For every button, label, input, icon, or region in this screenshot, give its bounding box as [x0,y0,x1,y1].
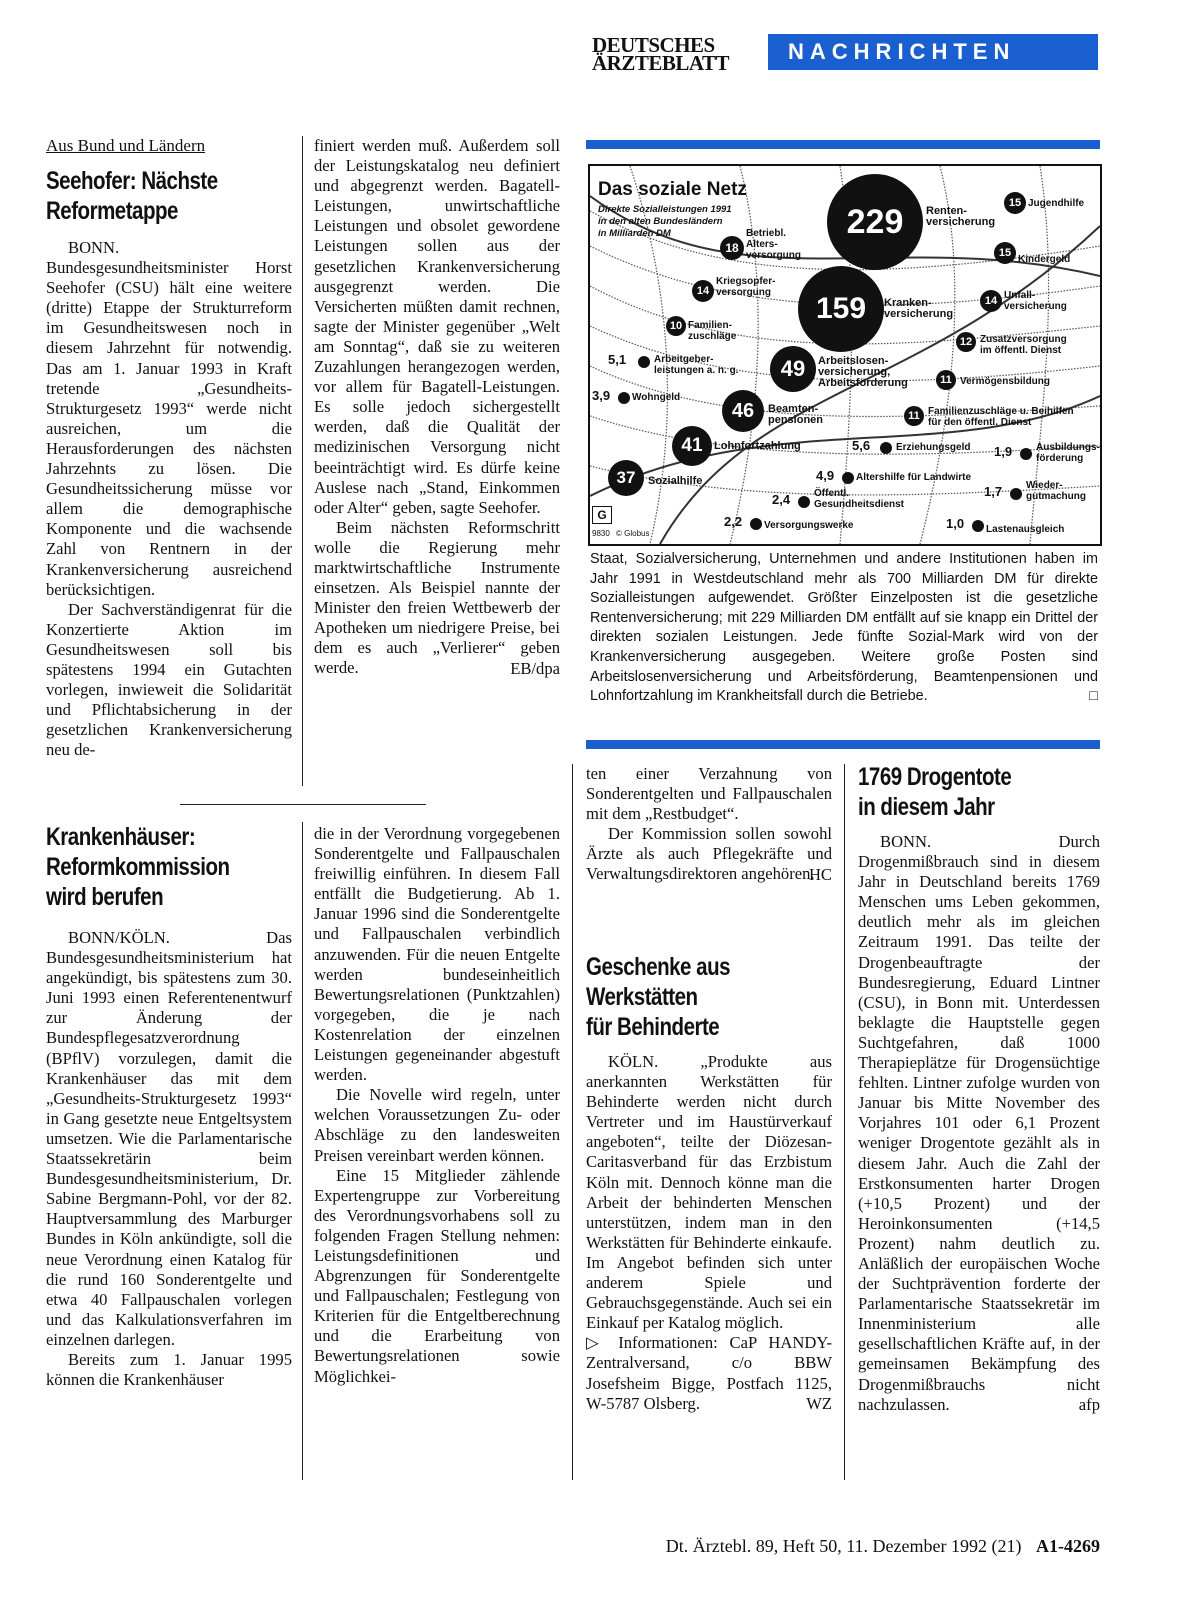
value: 18 [725,241,739,255]
info-line: ▷ Informationen: CaP HANDY-Zentralversand, c/o BBW Josefsheim Bigge, Postfach 1125, W-5787 Olsberg. [586,1333,832,1413]
logo-line-2: ÄRZTEBLATT [592,51,729,75]
graphic-title: Das soziale Netz [598,179,747,200]
article-body-continued [314,136,560,679]
label-zusatzversorgung: Zusatzversorgung im öffentl. Dienst [980,334,1067,356]
value: 46 [731,399,755,422]
rubric: Aus Bund und Ländern [46,136,206,155]
label-vermoegensbildung: Vermögensbildung [960,376,1051,387]
label-rentenversicherung: Renten- versicherung [926,205,996,228]
logo-line-1: DEUTSCHES [592,33,715,57]
headline-line: Reformetappe [46,197,178,225]
value-lastenausgleich: 1,0 [946,516,965,531]
label-arbeitslosenversicherung: Arbeitslosen- versicherung, Arbeitsförderung [818,355,908,389]
label-sozialhilfe: Sozialhilfe [648,475,703,487]
paragraph: KÖLN. „Produkte aus anerkannten Werkstätten für Behinderte werden nicht durch Vertreter und im Haustürverkauf angeboten“, teilte der Diözesan-Caritasverband für das Erzbistum Köln mit. Dennoch könne man die Arbeit der behinderten Menschen unterstützen, indem man in den Werkstätten für Behinderte einkaufe. Im Angebot befinden sich unter anderem Spiele und Gebrauchsgegenstände. Auch sei ein Einkauf per Katalog möglich. [586,1052,832,1333]
bubble-kriegsopferversorgung [692,280,714,302]
article-separator [180,804,426,805]
label-jugendhilfe: Jugendhilfe [1028,198,1085,209]
section-label: NACHRICHTEN [788,39,1016,64]
bubble-jugendhilfe [1004,192,1026,214]
paragraph: die in der Verordnung vorgegebenen Sonderentgelte und Fallpauschalen freiwillig einführen. In diesem Fall entfällt die Budgetierung. Ab 1. Januar 1996 sind die Sonderentgelte und Fallpauschalen verbindlich anzuwenden. Für die neuen Entgelte werden bundeseinheitlich Bewertungsrelationen (Punktzahlen) vorgegeben, die je nach Kostenrelation der einzelnen Leistungen gegeneinander abgestuft werden. [314,824,560,1085]
article-seehofer [46,136,292,760]
label-familienzuschlaege-oeffentl: Familienzuschläge u. Beihilfen für den öffentl. Dienst [928,406,1074,428]
graphic-subtitle-2: in den alten Bundesländern [598,216,723,227]
article-body-continued [314,824,560,1387]
headline [46,166,292,230]
article-drogentote [858,762,1100,1415]
bubble-beamtenpensionen [722,390,764,432]
headline [586,952,832,1046]
label-ausbildungsfoerderung: Ausbildungs- förderung [1036,442,1100,464]
graphic-subtitle-3: in Milliarden DM [598,228,671,239]
signature: HC [808,864,832,884]
bubble-arbeitslosenversicherung [770,346,816,392]
value-altershilfe: 4,9 [816,468,835,483]
paragraph: Der Sachverständigenrat für die Konzertierte Aktion im Gesundheitswesen soll bis spätestens 1994 ein Gutachten vorlegen, inwieweit die Solidarität und Pflichtabsicherung in der gesetzlichen Krankenversicherung neu de- [46,599,292,760]
label-wohngeld: Wohngeld [632,392,681,403]
bubble-betriebl-altersversorgung [720,236,744,260]
headline-line: Werkstätten [586,983,698,1011]
article-body-continued [586,764,832,885]
label-betriebl-altersversorgung: Betriebl. Alters- versorgung [746,228,802,261]
citation: Dt. Ärztebl. 89, Heft 50, 11. Dezember 1992 (21) [665,1536,1022,1556]
section-banner [768,34,1098,70]
dot-wohngeld [618,392,630,404]
article-krankenhaeuser [46,822,292,1390]
dot-lastenausgleich [972,520,984,532]
dot-gesundheitsdienst [798,496,810,508]
bubble-zusatzversorgung [956,332,976,352]
end-mark: □ [1089,688,1098,705]
label-altershilfe: Altershilfe für Landwirte [856,472,972,483]
signature: WZ [806,1393,832,1413]
headline-line: wird berufen [46,883,164,911]
headline-line: 1769 Drogentote [858,763,1012,791]
signature: afp [1078,1394,1100,1414]
paragraph: Die Novelle wird regeln, unter welchen Voraussetzungen Zu- oder Abschläge zu den landesweiten Preisen vereinbart werden können. [314,1085,560,1165]
value: 229 [846,202,904,241]
bubble-unfallversicherung [980,290,1002,312]
column-divider [572,764,573,1480]
label-kindergeld: Kindergeld [1018,254,1071,265]
column-divider [302,136,303,786]
headline [858,762,1100,824]
value: 11 [940,374,952,386]
value-arbeitgeberleistungen: 5,1 [608,352,627,367]
graphic-subtitle-1: Direkte Sozialleistungen 1991 [598,204,732,215]
paragraph: finiert werden muß. Außerdem soll der Leistungskatalog neu definiert und abgegrenzt werden. Bagatell-Leistungen, unwirtschaftliche Leistungen und obsolet gewordene Leistungen sollen aus der gesetzlichen Krankenversicherung ausgegrenzt werden. Die Versicherten müßten damit rechnen, sagte der Minister gegenüber „Welt am Sonntag“, daß sie zu weiteren Zuzahlungen herangezogen werden, vor allem für Bagatell-Leistungen. Es solle jedoch sichergestellt werden, daß die Qualität der medizinischen Versorgung nicht beeinträchtigt wird. Es dürfe keine Auslese nach „Stand, Einkommen oder Alter“ geben, sagte Seehofer. [314,136,560,517]
label-unfallversicherung: Unfall- versicherung [1004,290,1067,312]
paragraph: Beim nächsten Reformschritt wolle die Regierung mehr marktwirtschaftliche Instrumente einsetzen. Als Beispiel nannte der Minister den freien Wettbewerb der Apotheken um niedrigere Preise, bei dem es auch „Verlierer“ geben werde. [314,517,560,678]
bubble-familienzuschlaege [666,316,686,336]
paragraph: BONN. Durch Drogenmißbrauch sind in diesem Jahr in Deutschland bereits 1769 Menschen ums Leben gekommen, deutlich mehr als im gleichen Zeitraum 1991. Das teilte der Drogenbeauftragte der Bundesregierung, Eduard Lintner (CSU), in Bonn mit. Unterdessen beklagte die Hauptstelle gegen Suchtgefahren, daß 1000 Therapieplätze für Drogensüchtige fehlten. Lintner zufolge wurden von Januar bis Mitte November des Vorjahres 101 oder 6,1 Prozent weniger Drogentote gezählt als in diesem Jahr. Auch die Zahl der Erstkonsumenten harter Drogen (+10,5 Prozent) und der Heroinkonsumenten (+14,5 Prozent) nahm deutlich zu. Anläßlich der europäischen Woche der Suchtprävention forderte der Parlamentarische Staatssekretär im Innenministerium alle gesellschaftlichen Kräfte auf, in der gemeinsamen Bekämpfung des Drogenmißbrauchs nicht nachzulassen. [858,832,1100,1414]
value-wohngeld: 3,9 [592,388,611,403]
value: 15 [998,247,1012,259]
value: 10 [669,320,683,332]
dot-arbeitgeberleistungen [638,356,650,368]
label-krankenversicherung: Kranken- versicherung [884,297,954,320]
dot-altershilfe [842,472,854,484]
label-familienzuschlaege: Familien- zuschläge [688,320,737,342]
label-lastenausgleich: Lastenausgleich [986,524,1065,535]
article-body [586,1052,832,1414]
dot-wiedergutmachung [1010,488,1022,500]
value: 41 [681,435,703,456]
article-werkstaetten [586,952,832,1414]
headline-line: in diesem Jahr [858,793,995,821]
caption-text: Staat, Sozialversicherung, Unternehmen und andere Institutionen haben im Jahr 1991 in Westdeutschland mehr als 700 Milliarden DM für direkte Sozialleistungen aufgewendet. Größter Einzelposten ist die gesetzliche Rentenversicherung; mit 229 Milliarden DM entfällt auf sie knapp ein Drittel der direkten sozialen Leistungen. Jede fünfte Sozial-Mark wird von der Krankenversicherung ausgegeben. Weitere große Posten sind Arbeitslosenversicherung und Arbeitsförderung, Beamtenpensionen und Lohnfortzahlung im Krankheitsfall durch die Betriebe. [590,551,1098,705]
label-versorgungswerke: Versorgungswerke [764,520,854,531]
graphic-top-bar [586,140,1100,149]
label-wiedergutmachung: Wieder- gutmachung [1026,480,1086,502]
headline-line: für Behinderte [586,1013,720,1041]
value: 14 [696,285,710,297]
value: 12 [959,336,973,348]
headline-line: Geschenke aus [586,953,731,981]
value: 49 [780,356,806,381]
bubble-krankenversicherung [798,266,884,352]
value: 159 [815,292,867,325]
value-ausbildungsfoerderung: 1,9 [994,444,1013,459]
label-lohnfortzahlung: Lohnfortzahlung [714,440,801,452]
headline-line: Krankenhäuser: [46,823,196,851]
bubble-vermoegensbildung [936,370,956,390]
headline-line: Reformkommission [46,853,230,881]
bubble-sozialhilfe [608,460,644,496]
social-net-graphic [588,164,1102,546]
paragraph: BONN. Bundesgesundheitsminister Horst Seehofer (CSU) hält eine weitere (dritte) Etappe der Strukturreform im Gesundheitswesen noch in diesem Jahrzehnt für notwendig. Das am 1. Januar 1993 in Kraft tretende „Gesundheits-Strukturgesetz 1993“ werde nicht ausreichen, um die Herausforderungen des nächsten Jahrzehnts zu lösen. Die Gesundheitssicherung müsse vor allem die demographische Komponente und die wachsende Zahl von Rentnern in der Krankenversicherung ausreichend berücksichtigen. [46,238,292,599]
column-divider [844,764,845,1480]
globus-logo: G [592,506,612,524]
bubble-familienzuschlaege-oeffentl [904,406,924,426]
paragraph: Der Kommission sollen sowohl Ärzte als auch Pflegekräfte und Verwaltungsdirektoren angehören. [586,824,832,884]
journal-logo [592,33,760,75]
dot-versorgungswerke [750,518,762,530]
paragraph: BONN/KÖLN. Das Bundesgesundheitsministerium hat angekündigt, bis spätestens zum 30. Juni 1993 einen Referentenentwurf zur Änderung der Bundespflegesatzverordnung (BPflV) vorzulegen, damit die Krankenhäuser das mit dem „Gesundheits-Strukturgesetz 1993“ in Gang gesetzte neue Entgeltsystem umsetzen. Wie die Parlamentarische Staatssekretärin beim Bundesgesundheitsministerium, Dr. Sabine Bergmann-Pohl, vor der 82. Hauptversammlung des Marburger Bundes in Köln ankündigte, soll die neue Verordnung einen Katalog für die rund 160 Sonderentgelte und etwa 40 Fallpauschalen vorlegen und das Kalkulationsverfahren im einzelnen darlegen. [46,928,292,1349]
page-number: A1-4269 [1036,1536,1100,1556]
value: 15 [1008,197,1022,209]
value-versorgungswerke: 2,2 [724,514,743,529]
article-body [46,928,292,1390]
value-erziehungsgeld: 5,6 [852,438,871,453]
graphic-bottom-bar [586,740,1100,749]
column-divider [302,822,303,1480]
value: 14 [984,295,998,307]
value-gesundheitsdienst: 2,4 [772,492,791,507]
credit: © Globus [616,529,650,538]
graphic-caption [590,550,1098,707]
credit-code: 9830 [592,529,610,538]
article-body [858,832,1100,1415]
headline [46,822,292,916]
paragraph: Eine 15 Mitglieder zählende Expertengruppe zur Vorbereitung des Verordnungsvorhabens soll zu folgenden Fragen Stellung nehmen: Leistungsdefinitionen und Abgrenzungen für Sonderentgelte und Fallpauschalen; Festlegung von Kriterien für die Entgeltberechnung und die Erarbeitung von Bewertungsrelationen sowie Möglichkei- [314,1165,560,1386]
bubble-lohnfortzahlung [672,426,712,466]
value-wiedergutmachung: 1,7 [984,484,1003,499]
label-erziehungsgeld: Erziehungsgeld [896,442,971,453]
dot-erziehungsgeld [880,442,892,454]
label-gesundheitsdienst: Öffentl. Gesundheitsdienst [814,488,905,510]
signature: EB/dpa [510,658,560,678]
bubble-rentenversicherung [827,174,923,270]
value: 11 [908,410,920,422]
label-beamtenpensionen: Beamten- pensionen [768,403,824,426]
bubble-kindergeld [994,242,1016,264]
dot-ausbildungsfoerderung [1020,448,1032,460]
headline-line: Seehofer: Nächste [46,167,218,195]
label-kriegsopferversorgung: Kriegsopfer- versorgung [716,276,776,298]
label-arbeitgeberleistungen: Arbeitgeber- leistungen a. n. g. [654,354,739,376]
article-body [46,238,292,760]
paragraph: ten einer Verzahnung von Sonderentgelten und Fallpauschalen mit dem „Restbudget“. [586,764,832,824]
paragraph: Bereits zum 1. Januar 1995 können die Krankenhäuser [46,1349,292,1390]
value: 37 [616,468,636,487]
page-footer [580,1536,1100,1557]
